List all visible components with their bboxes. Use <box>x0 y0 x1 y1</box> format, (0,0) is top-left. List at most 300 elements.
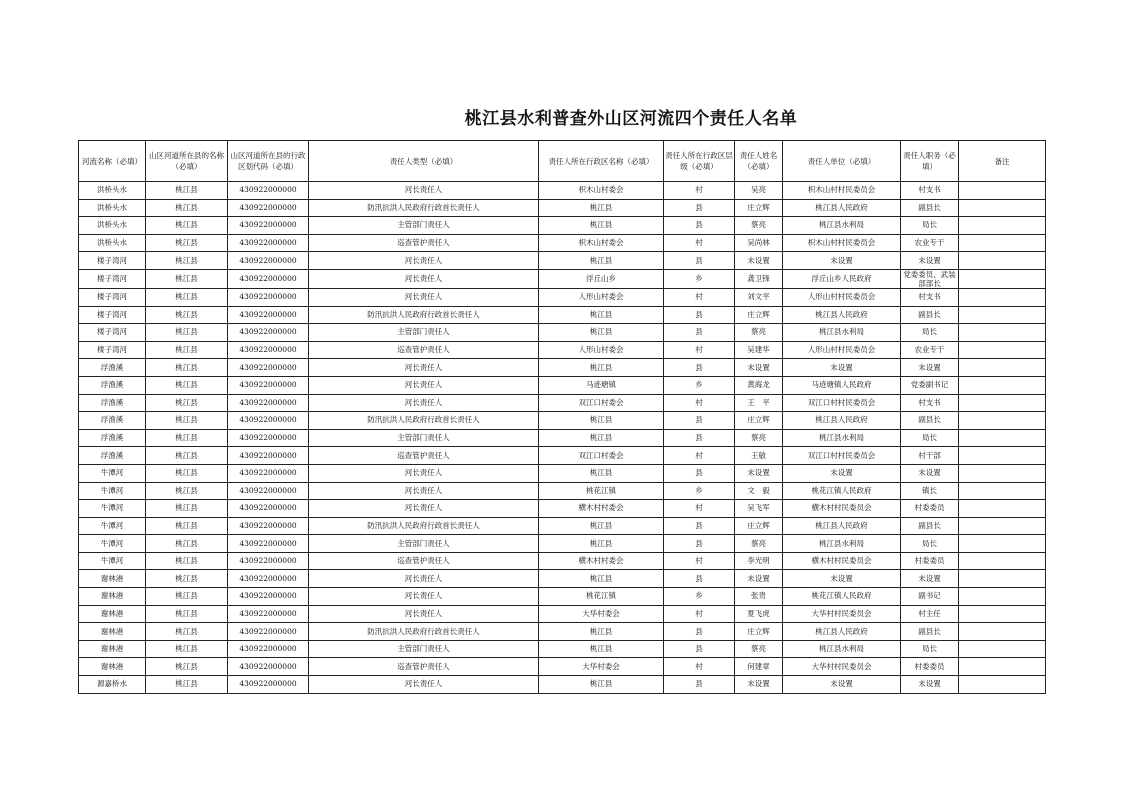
cell-admin-region: 桃江县 <box>539 217 664 235</box>
cell-person-type: 河长责任人 <box>309 182 539 200</box>
cell-person-type: 防汛抗洪人民政府行政首长责任人 <box>309 517 539 535</box>
table-row <box>79 306 1046 324</box>
cell-person-unit: 未设置 <box>783 359 901 377</box>
cell-admin-region: 桃江县 <box>539 429 664 447</box>
cell-person-type: 河长责任人 <box>309 464 539 482</box>
cell-person-name: 王敏 <box>735 447 783 465</box>
cell-county-code: 430922000000 <box>228 324 309 342</box>
cell-person-type: 巡查管护责任人 <box>309 341 539 359</box>
cell-admin-level: 县 <box>664 324 735 342</box>
cell-county-code: 430922000000 <box>228 676 309 694</box>
cell-person-title: 村主任 <box>901 605 959 623</box>
cell-county-code: 430922000000 <box>228 464 309 482</box>
cell-person-title: 副县长 <box>901 623 959 641</box>
table-row <box>79 588 1046 606</box>
cell-person-unit: 桃江县水利局 <box>783 217 901 235</box>
table-row <box>79 658 1046 676</box>
cell-county-code: 430922000000 <box>228 429 309 447</box>
cell-person-unit: 桃花江镇人民政府 <box>783 482 901 500</box>
cell-person-name: 庄立辉 <box>735 306 783 324</box>
cell-county-name: 桃江县 <box>146 517 228 535</box>
header-person-name: 责任人姓名（必填） <box>735 141 783 182</box>
header-county-name: 山区河道所在县的名称（必填） <box>146 141 228 182</box>
cell-county-name: 桃江县 <box>146 412 228 430</box>
cell-county-name: 桃江县 <box>146 199 228 217</box>
cell-remarks <box>959 394 1046 412</box>
table-row <box>79 605 1046 623</box>
header-county-code: 山区河道所在县的行政区划代码（必填） <box>228 141 309 182</box>
cell-person-type: 防汛抗洪人民政府行政首长责任人 <box>309 306 539 324</box>
table-row <box>79 447 1046 465</box>
cell-county-name: 桃江县 <box>146 676 228 694</box>
cell-person-unit: 桃江县水利局 <box>783 640 901 658</box>
cell-river-name: 洪桥头水 <box>79 199 146 217</box>
cell-county-name: 桃江县 <box>146 570 228 588</box>
table-row <box>79 288 1046 306</box>
cell-person-type: 巡查管护责任人 <box>309 234 539 252</box>
table-row <box>79 676 1046 694</box>
cell-river-name: 浮渔溪 <box>79 412 146 430</box>
cell-person-title: 镇长 <box>901 482 959 500</box>
cell-person-name: 蔡亮 <box>735 640 783 658</box>
cell-admin-level: 县 <box>664 199 735 217</box>
cell-remarks <box>959 658 1046 676</box>
cell-admin-level: 村 <box>664 288 735 306</box>
cell-person-name: 何建章 <box>735 658 783 676</box>
cell-person-unit: 马迹塘镇人民政府 <box>783 376 901 394</box>
cell-person-name: 未设置 <box>735 464 783 482</box>
cell-remarks <box>959 324 1046 342</box>
cell-admin-region: 人形山村委会 <box>539 288 664 306</box>
table-row <box>79 412 1046 430</box>
cell-admin-level: 村 <box>664 658 735 676</box>
table-row <box>79 217 1046 235</box>
cell-person-unit: 横木村村民委员会 <box>783 552 901 570</box>
cell-county-code: 430922000000 <box>228 482 309 500</box>
cell-river-name: 洪桥头水 <box>79 182 146 200</box>
cell-county-name: 桃江县 <box>146 447 228 465</box>
cell-admin-region: 桃江县 <box>539 570 664 588</box>
cell-county-code: 430922000000 <box>228 570 309 588</box>
table-row <box>79 252 1046 270</box>
cell-person-name: 未设置 <box>735 252 783 270</box>
cell-remarks <box>959 288 1046 306</box>
header-person-unit: 责任人单位（必填） <box>783 141 901 182</box>
cell-person-type: 主管部门责任人 <box>309 217 539 235</box>
cell-county-code: 430922000000 <box>228 376 309 394</box>
cell-county-code: 430922000000 <box>228 412 309 430</box>
cell-river-name: 楼子湾河 <box>79 341 146 359</box>
cell-person-type: 河长责任人 <box>309 288 539 306</box>
cell-admin-level: 县 <box>664 676 735 694</box>
cell-river-name: 源嘉桥水 <box>79 676 146 694</box>
cell-person-title: 副县长 <box>901 517 959 535</box>
cell-admin-level: 县 <box>664 359 735 377</box>
cell-county-name: 桃江县 <box>146 464 228 482</box>
cell-admin-region: 桃江县 <box>539 676 664 694</box>
cell-remarks <box>959 464 1046 482</box>
cell-remarks <box>959 447 1046 465</box>
cell-admin-level: 村 <box>664 182 735 200</box>
cell-county-code: 430922000000 <box>228 359 309 377</box>
cell-person-title: 党委委员、武装部部长 <box>901 269 959 288</box>
responsibility-table <box>78 140 1046 694</box>
cell-county-code: 430922000000 <box>228 182 309 200</box>
cell-admin-level: 县 <box>664 623 735 641</box>
cell-river-name: 浮渔溪 <box>79 447 146 465</box>
cell-county-code: 430922000000 <box>228 500 309 518</box>
cell-person-name: 吴飞军 <box>735 500 783 518</box>
cell-county-name: 桃江县 <box>146 269 228 288</box>
cell-river-name: 谢林港 <box>79 640 146 658</box>
cell-person-type: 河长责任人 <box>309 570 539 588</box>
cell-remarks <box>959 182 1046 200</box>
document-title: 桃江县水利普查外山区河流四个责任人名单 <box>464 109 798 129</box>
table-row <box>79 552 1046 570</box>
cell-county-code: 430922000000 <box>228 623 309 641</box>
cell-county-name: 桃江县 <box>146 217 228 235</box>
table-header-row <box>79 141 1046 182</box>
cell-county-code: 430922000000 <box>228 234 309 252</box>
cell-admin-level: 县 <box>664 429 735 447</box>
cell-remarks <box>959 217 1046 235</box>
cell-person-type: 河长责任人 <box>309 394 539 412</box>
table-body <box>79 182 1046 694</box>
header-admin-region: 责任人所在行政区名称（必填） <box>539 141 664 182</box>
cell-person-title: 村支书 <box>901 394 959 412</box>
header-person-type: 责任人类型（必填） <box>309 141 539 182</box>
cell-person-unit: 未设置 <box>783 570 901 588</box>
table-row <box>79 500 1046 518</box>
cell-county-code: 430922000000 <box>228 517 309 535</box>
cell-county-name: 桃江县 <box>146 234 228 252</box>
cell-person-type: 河长责任人 <box>309 376 539 394</box>
cell-admin-region: 桃江县 <box>539 640 664 658</box>
cell-admin-region: 浮丘山乡 <box>539 269 664 288</box>
cell-county-name: 桃江县 <box>146 605 228 623</box>
cell-admin-region: 枳木山村委会 <box>539 182 664 200</box>
cell-person-name: 刘文平 <box>735 288 783 306</box>
cell-county-code: 430922000000 <box>228 269 309 288</box>
cell-remarks <box>959 252 1046 270</box>
cell-admin-region: 桃江县 <box>539 623 664 641</box>
cell-remarks <box>959 234 1046 252</box>
cell-person-type: 河长责任人 <box>309 676 539 694</box>
table-row <box>79 570 1046 588</box>
cell-admin-region: 桃江县 <box>539 359 664 377</box>
cell-river-name: 牛潭河 <box>79 500 146 518</box>
cell-person-name: 张贵 <box>735 588 783 606</box>
cell-admin-level: 乡 <box>664 588 735 606</box>
cell-river-name: 浮渔溪 <box>79 429 146 447</box>
cell-county-code: 430922000000 <box>228 394 309 412</box>
cell-river-name: 楼子湾河 <box>79 252 146 270</box>
cell-county-code: 430922000000 <box>228 640 309 658</box>
cell-person-type: 河长责任人 <box>309 605 539 623</box>
cell-person-name: 吴建华 <box>735 341 783 359</box>
cell-river-name: 牛潭河 <box>79 552 146 570</box>
table-row <box>79 269 1046 288</box>
cell-person-type: 防汛抗洪人民政府行政首长责任人 <box>309 412 539 430</box>
cell-county-name: 桃江县 <box>146 376 228 394</box>
cell-admin-region: 大华村委会 <box>539 605 664 623</box>
header-remarks: 备注 <box>959 141 1046 182</box>
cell-person-unit: 枳木山村村民委员会 <box>783 182 901 200</box>
cell-person-title: 农业专干 <box>901 234 959 252</box>
cell-person-unit: 桃江县水利局 <box>783 535 901 553</box>
cell-river-name: 楼子湾河 <box>79 306 146 324</box>
cell-county-code: 430922000000 <box>228 288 309 306</box>
cell-remarks <box>959 605 1046 623</box>
cell-county-code: 430922000000 <box>228 535 309 553</box>
cell-remarks <box>959 482 1046 500</box>
cell-county-name: 桃江县 <box>146 252 228 270</box>
cell-person-title: 村干部 <box>901 447 959 465</box>
cell-admin-level: 县 <box>664 306 735 324</box>
cell-remarks <box>959 359 1046 377</box>
cell-person-unit: 未设置 <box>783 252 901 270</box>
cell-person-title: 副县长 <box>901 412 959 430</box>
cell-person-name: 蔡亮 <box>735 217 783 235</box>
cell-person-name: 王 平 <box>735 394 783 412</box>
table-row <box>79 640 1046 658</box>
cell-remarks <box>959 588 1046 606</box>
cell-admin-region: 人形山村委会 <box>539 341 664 359</box>
cell-admin-level: 县 <box>664 412 735 430</box>
cell-person-unit: 桃江县水利局 <box>783 429 901 447</box>
cell-person-title: 副县长 <box>901 199 959 217</box>
cell-person-type: 主管部门责任人 <box>309 429 539 447</box>
cell-person-title: 未设置 <box>901 570 959 588</box>
cell-county-name: 桃江县 <box>146 359 228 377</box>
cell-remarks <box>959 676 1046 694</box>
cell-person-title: 村支书 <box>901 182 959 200</box>
cell-person-title: 副县长 <box>901 306 959 324</box>
cell-admin-region: 桃花江镇 <box>539 588 664 606</box>
cell-person-title: 局长 <box>901 324 959 342</box>
cell-river-name: 洪桥头水 <box>79 217 146 235</box>
cell-county-name: 桃江县 <box>146 394 228 412</box>
header-admin-level: 责任人所在行政区层级（必填） <box>664 141 735 182</box>
cell-admin-region: 桃江县 <box>539 252 664 270</box>
cell-river-name: 谢林港 <box>79 658 146 676</box>
cell-person-name: 李光明 <box>735 552 783 570</box>
cell-person-unit: 横木村村民委员会 <box>783 500 901 518</box>
cell-county-name: 桃江县 <box>146 429 228 447</box>
cell-river-name: 楼子湾河 <box>79 288 146 306</box>
cell-person-title: 村委委员 <box>901 500 959 518</box>
cell-person-type: 巡查管护责任人 <box>309 552 539 570</box>
cell-remarks <box>959 341 1046 359</box>
cell-remarks <box>959 269 1046 288</box>
cell-person-unit: 桃花江镇人民政府 <box>783 588 901 606</box>
cell-admin-level: 县 <box>664 464 735 482</box>
cell-admin-region: 桃江县 <box>539 306 664 324</box>
cell-person-title: 局长 <box>901 429 959 447</box>
cell-remarks <box>959 199 1046 217</box>
table-row <box>79 324 1046 342</box>
cell-remarks <box>959 570 1046 588</box>
table-row <box>79 182 1046 200</box>
cell-remarks <box>959 376 1046 394</box>
cell-person-name: 未设置 <box>735 676 783 694</box>
cell-admin-region: 桃花江镇 <box>539 482 664 500</box>
cell-person-title: 局长 <box>901 217 959 235</box>
cell-person-type: 河长责任人 <box>309 482 539 500</box>
cell-county-code: 430922000000 <box>228 588 309 606</box>
cell-person-name: 蔡亮 <box>735 429 783 447</box>
cell-admin-region: 桃江县 <box>539 324 664 342</box>
cell-person-unit: 双江口村村民委员会 <box>783 394 901 412</box>
cell-person-name: 蔡亮 <box>735 324 783 342</box>
cell-person-type: 主管部门责任人 <box>309 535 539 553</box>
cell-admin-level: 村 <box>664 605 735 623</box>
cell-county-name: 桃江县 <box>146 500 228 518</box>
cell-admin-level: 乡 <box>664 482 735 500</box>
cell-person-unit: 大华村村民委员会 <box>783 658 901 676</box>
cell-admin-region: 双江口村委会 <box>539 394 664 412</box>
cell-person-title: 未设置 <box>901 464 959 482</box>
cell-person-type: 防汛抗洪人民政府行政首长责任人 <box>309 623 539 641</box>
cell-admin-level: 村 <box>664 394 735 412</box>
cell-person-unit: 桃江县人民政府 <box>783 199 901 217</box>
cell-admin-level: 乡 <box>664 376 735 394</box>
cell-county-name: 桃江县 <box>146 306 228 324</box>
cell-person-title: 党委副书记 <box>901 376 959 394</box>
cell-person-title: 未设置 <box>901 252 959 270</box>
cell-river-name: 谢林港 <box>79 570 146 588</box>
cell-person-type: 河长责任人 <box>309 269 539 288</box>
cell-person-type: 防汛抗洪人民政府行政首长责任人 <box>309 199 539 217</box>
cell-person-name: 庄立辉 <box>735 412 783 430</box>
cell-remarks <box>959 306 1046 324</box>
cell-river-name: 牛潭河 <box>79 535 146 553</box>
cell-person-title: 未设置 <box>901 676 959 694</box>
cell-river-name: 谢林港 <box>79 588 146 606</box>
cell-river-name: 谢林港 <box>79 623 146 641</box>
cell-county-code: 430922000000 <box>228 217 309 235</box>
table-row <box>79 535 1046 553</box>
cell-person-name: 夏飞虎 <box>735 605 783 623</box>
cell-river-name: 楼子湾河 <box>79 324 146 342</box>
table-row <box>79 394 1046 412</box>
cell-admin-level: 村 <box>664 500 735 518</box>
cell-person-type: 河长责任人 <box>309 252 539 270</box>
cell-county-code: 430922000000 <box>228 199 309 217</box>
cell-person-name: 黄海龙 <box>735 376 783 394</box>
cell-remarks <box>959 500 1046 518</box>
table-row <box>79 517 1046 535</box>
cell-admin-level: 县 <box>664 570 735 588</box>
cell-person-unit: 桃江县人民政府 <box>783 306 901 324</box>
cell-admin-region: 马迹塘镇 <box>539 376 664 394</box>
table-row <box>79 464 1046 482</box>
cell-person-name: 吴尚林 <box>735 234 783 252</box>
cell-person-title: 未设置 <box>901 359 959 377</box>
table-row <box>79 199 1046 217</box>
cell-admin-level: 县 <box>664 252 735 270</box>
cell-person-type: 巡查管护责任人 <box>309 658 539 676</box>
cell-county-code: 430922000000 <box>228 341 309 359</box>
cell-county-name: 桃江县 <box>146 640 228 658</box>
cell-admin-region: 横木村村委会 <box>539 500 664 518</box>
cell-county-code: 430922000000 <box>228 252 309 270</box>
cell-river-name: 楼子湾河 <box>79 269 146 288</box>
cell-person-type: 主管部门责任人 <box>309 640 539 658</box>
cell-person-name: 未设置 <box>735 359 783 377</box>
cell-person-unit: 双江口村村民委员会 <box>783 447 901 465</box>
cell-county-name: 桃江县 <box>146 324 228 342</box>
cell-person-name: 庄立辉 <box>735 199 783 217</box>
cell-admin-level: 村 <box>664 234 735 252</box>
cell-person-unit: 桃江县人民政府 <box>783 412 901 430</box>
cell-admin-region: 横木村村委会 <box>539 552 664 570</box>
cell-person-title: 局长 <box>901 535 959 553</box>
cell-person-unit: 大华村村民委员会 <box>783 605 901 623</box>
cell-person-unit: 枳木山村村民委员会 <box>783 234 901 252</box>
cell-remarks <box>959 623 1046 641</box>
cell-person-unit: 人形山村村民委员会 <box>783 288 901 306</box>
cell-county-name: 桃江县 <box>146 182 228 200</box>
cell-admin-region: 桃江县 <box>539 199 664 217</box>
cell-admin-region: 枳木山村委会 <box>539 234 664 252</box>
header-river-name: 河流名称（必填） <box>79 141 146 182</box>
cell-admin-level: 村 <box>664 552 735 570</box>
cell-admin-level: 村 <box>664 341 735 359</box>
cell-county-name: 桃江县 <box>146 658 228 676</box>
table-row <box>79 623 1046 641</box>
cell-river-name: 牛潭河 <box>79 464 146 482</box>
cell-person-title: 农业专干 <box>901 341 959 359</box>
table-row <box>79 341 1046 359</box>
table-row <box>79 234 1046 252</box>
cell-admin-region: 桃江县 <box>539 464 664 482</box>
table-row <box>79 429 1046 447</box>
cell-admin-region: 桃江县 <box>539 517 664 535</box>
cell-county-name: 桃江县 <box>146 588 228 606</box>
cell-person-name: 龚卫锋 <box>735 269 783 288</box>
table-row <box>79 482 1046 500</box>
cell-person-name: 庄立辉 <box>735 623 783 641</box>
cell-admin-level: 县 <box>664 535 735 553</box>
cell-person-unit: 桃江县人民政府 <box>783 623 901 641</box>
cell-admin-level: 村 <box>664 447 735 465</box>
cell-person-type: 主管部门责任人 <box>309 324 539 342</box>
cell-river-name: 浮渔溪 <box>79 394 146 412</box>
cell-remarks <box>959 640 1046 658</box>
table-row <box>79 359 1046 377</box>
cell-person-title: 局长 <box>901 640 959 658</box>
cell-admin-level: 县 <box>664 217 735 235</box>
cell-remarks <box>959 429 1046 447</box>
cell-person-title: 村支书 <box>901 288 959 306</box>
cell-admin-level: 县 <box>664 517 735 535</box>
cell-person-type: 河长责任人 <box>309 500 539 518</box>
cell-person-name: 吴亮 <box>735 182 783 200</box>
cell-person-unit: 桃江县水利局 <box>783 324 901 342</box>
cell-county-code: 430922000000 <box>228 605 309 623</box>
cell-remarks <box>959 412 1046 430</box>
cell-person-name: 蔡亮 <box>735 535 783 553</box>
cell-admin-level: 乡 <box>664 269 735 288</box>
cell-county-name: 桃江县 <box>146 482 228 500</box>
cell-admin-region: 桃江县 <box>539 412 664 430</box>
cell-admin-region: 双江口村委会 <box>539 447 664 465</box>
cell-person-name: 庄立辉 <box>735 517 783 535</box>
cell-admin-region: 大华村委会 <box>539 658 664 676</box>
cell-remarks <box>959 535 1046 553</box>
cell-person-unit: 人形山村村民委员会 <box>783 341 901 359</box>
